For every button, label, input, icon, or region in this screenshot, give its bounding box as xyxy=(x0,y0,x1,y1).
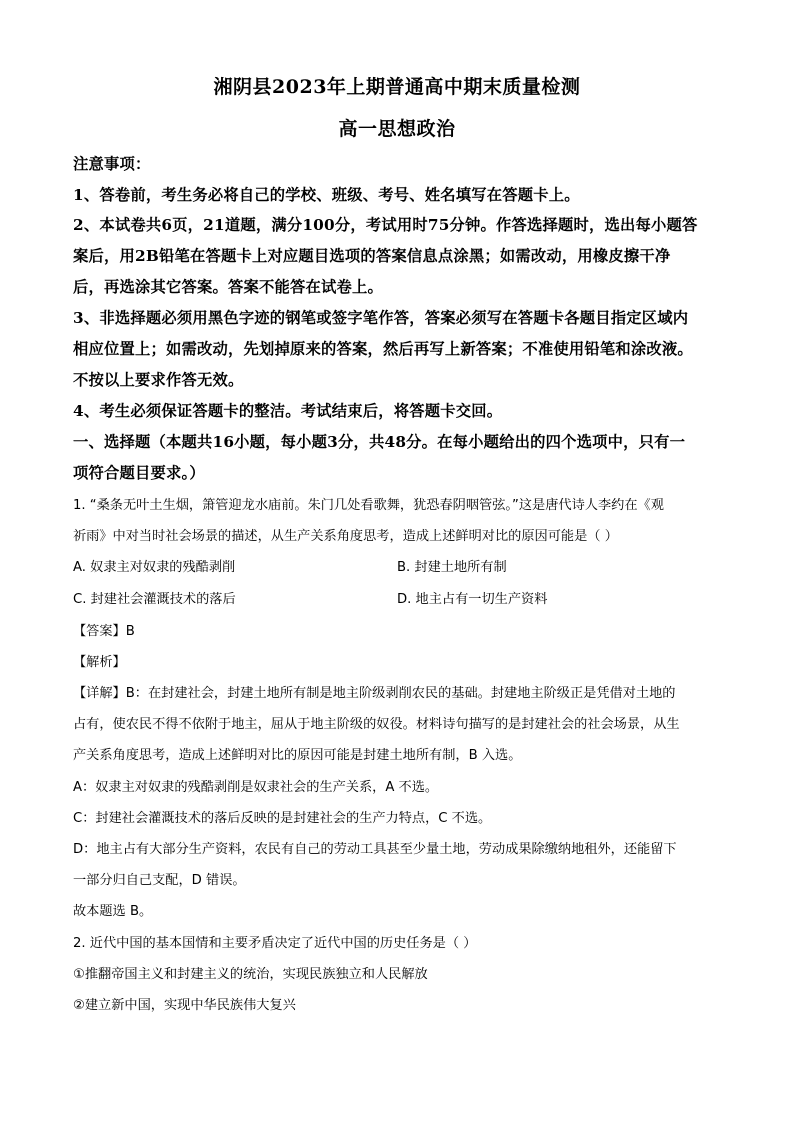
notice-line: 4、考生必须保证答题卡的整洁。考试结束后，将答题卡交回。 xyxy=(73,402,503,420)
analysis-line: A：奴隶主对奴隶的残酷剥削是奴隶社会的生产关系，A 不选。 xyxy=(73,780,439,795)
question-2-item: ①推翻帝国主义和封建主义的统治，实现民族独立和人民解放 xyxy=(73,967,428,982)
notice-line: 3、非选择题必须用黑色字迹的钢笔或签字笔作答，答案必须写在答题卡各题目指定区域内 xyxy=(73,309,689,327)
question-2-item: ②建立新中国，实现中华民族伟大复兴 xyxy=(73,998,296,1013)
exam-subtitle: 高一思想政治 xyxy=(338,118,456,140)
notice-line: 1、答卷前，考生务必将自己的学校、班级、考号、姓名填写在答题卡上。 xyxy=(73,186,580,204)
notice-line: 相应位置上；如需改动，先划掉原来的答案，然后再写上新答案；不准使用铅笔和涂改液。 xyxy=(73,340,693,358)
analysis-line: 产关系角度思考，造成上述鲜明对比的原因可能是封建土地所有制，B 入选。 xyxy=(73,748,522,763)
question-1-stem: 1. “桑条无叶土生烟，箫管迎龙水庙前。朱门几处看歌舞，犹恐春阴咽管弦。”这是唐代诗人李约在《观 xyxy=(73,498,664,513)
analysis-line: 【详解】B：在封建社会，封建土地所有制是地主阶级剥削农民的基础。封建地主阶级正是凭借对土地的 xyxy=(73,686,676,701)
section-heading: 项符合题目要求。） xyxy=(73,464,205,482)
analysis-line: D：地主占有大部分生产资料，农民有自己的劳动工具甚至少量土地，劳动成果除缴纳地租外，还能留下 xyxy=(73,842,677,857)
notice-line: 2、本试卷共6页，21道题，满分100分，考试用时75分钟。作答选择题时，选出每小题答 xyxy=(73,216,698,234)
notice-line: 后，再选涂其它答案。答案不能答在试卷上。 xyxy=(73,278,383,296)
question-2-stem: 2. 近代中国的基本国情和主要矛盾决定了近代中国的历史任务是（ ） xyxy=(73,936,477,951)
analysis-label: 【解析】 xyxy=(73,655,126,670)
notice-heading: 注意事项： xyxy=(73,155,151,173)
question-1-option-d: D. 地主占有一切生产资料 xyxy=(397,592,548,607)
question-1-option-c: C. 封建社会灌溉技术的落后 xyxy=(73,592,236,607)
question-1-stem: 祈雨》中对当时社会场景的描述，从生产关系角度思考，造成上述鲜明对比的原因可能是（ ） xyxy=(73,529,618,544)
question-1-option-a: A. 奴隶主对奴隶的残酷剥削 xyxy=(73,560,236,575)
exam-title: 湘阴县2023年上期普通高中期末质量检测 xyxy=(213,76,581,98)
analysis-line: 占有，使农民不得不依附于地主，屈从于地主阶级的奴役。材料诗句描写的是封建社会的社会场景，从生 xyxy=(73,717,680,732)
analysis-line: C：封建社会灌溉技术的落后反映的是封建社会的生产力特点，C 不选。 xyxy=(73,811,492,826)
section-heading: 一、选择题（本题共16小题，每小题3分，共48分。在每小题给出的四个选项中，只有一 xyxy=(73,433,686,451)
analysis-conclusion: 故本题选 B。 xyxy=(73,904,153,919)
analysis-line: 一部分归自己支配，D 错误。 xyxy=(73,873,246,888)
notice-line: 案后，用2B铅笔在答题卡上对应题目选项的答案信息点涂黑；如需改动，用橡皮擦干净 xyxy=(73,247,671,265)
question-1-option-b: B. 封建土地所有制 xyxy=(397,560,507,575)
answer-label: 【答案】B xyxy=(73,624,135,639)
notice-line: 不按以上要求作答无效。 xyxy=(73,371,244,389)
